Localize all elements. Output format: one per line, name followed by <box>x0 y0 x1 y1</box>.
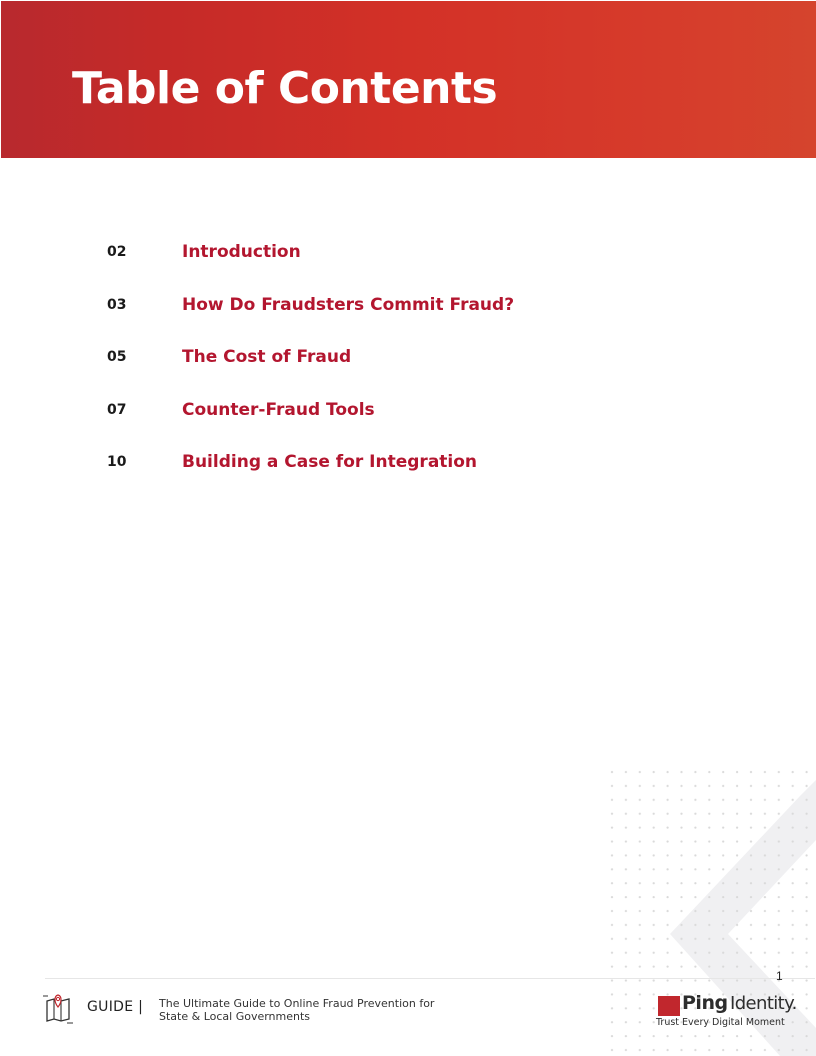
map-pin-icon <box>42 993 76 1025</box>
document-type-label: GUIDE | <box>87 999 144 1015</box>
toc-link[interactable]: How Do Fraudsters Commit Fraud? <box>182 295 515 315</box>
document-title-line-1: The Ultimate Guide to Online Fraud Prevention for <box>159 997 435 1010</box>
toc-link[interactable]: The Cost of Fraud <box>182 347 352 367</box>
document-title <box>159 997 434 1023</box>
page-title: Table of Contents <box>72 63 498 114</box>
toc-page-number: 05 <box>107 349 127 365</box>
toc-link[interactable]: Introduction <box>182 242 301 262</box>
logo-mark-icon <box>658 996 680 1016</box>
logo-tagline: Trust Every Digital Moment <box>656 1017 785 1028</box>
logo-brand-bold: Ping <box>682 992 728 1014</box>
toc-page-number: 10 <box>107 454 127 470</box>
toc-link[interactable]: Counter-Fraud Tools <box>182 400 375 420</box>
logo-brand-light: Identity. <box>730 993 797 1014</box>
toc-link[interactable]: Building a Case for Integration <box>182 452 478 472</box>
toc-page-number: 02 <box>107 244 127 260</box>
ping-identity-logo <box>656 994 796 1030</box>
footer-divider <box>45 978 815 979</box>
page-number: 1 <box>776 969 783 983</box>
toc-page-number: 07 <box>107 402 127 418</box>
title-banner <box>1 1 816 158</box>
document-title-line-2: State & Local Governments <box>159 1010 311 1023</box>
toc-page-number: 03 <box>107 297 127 313</box>
